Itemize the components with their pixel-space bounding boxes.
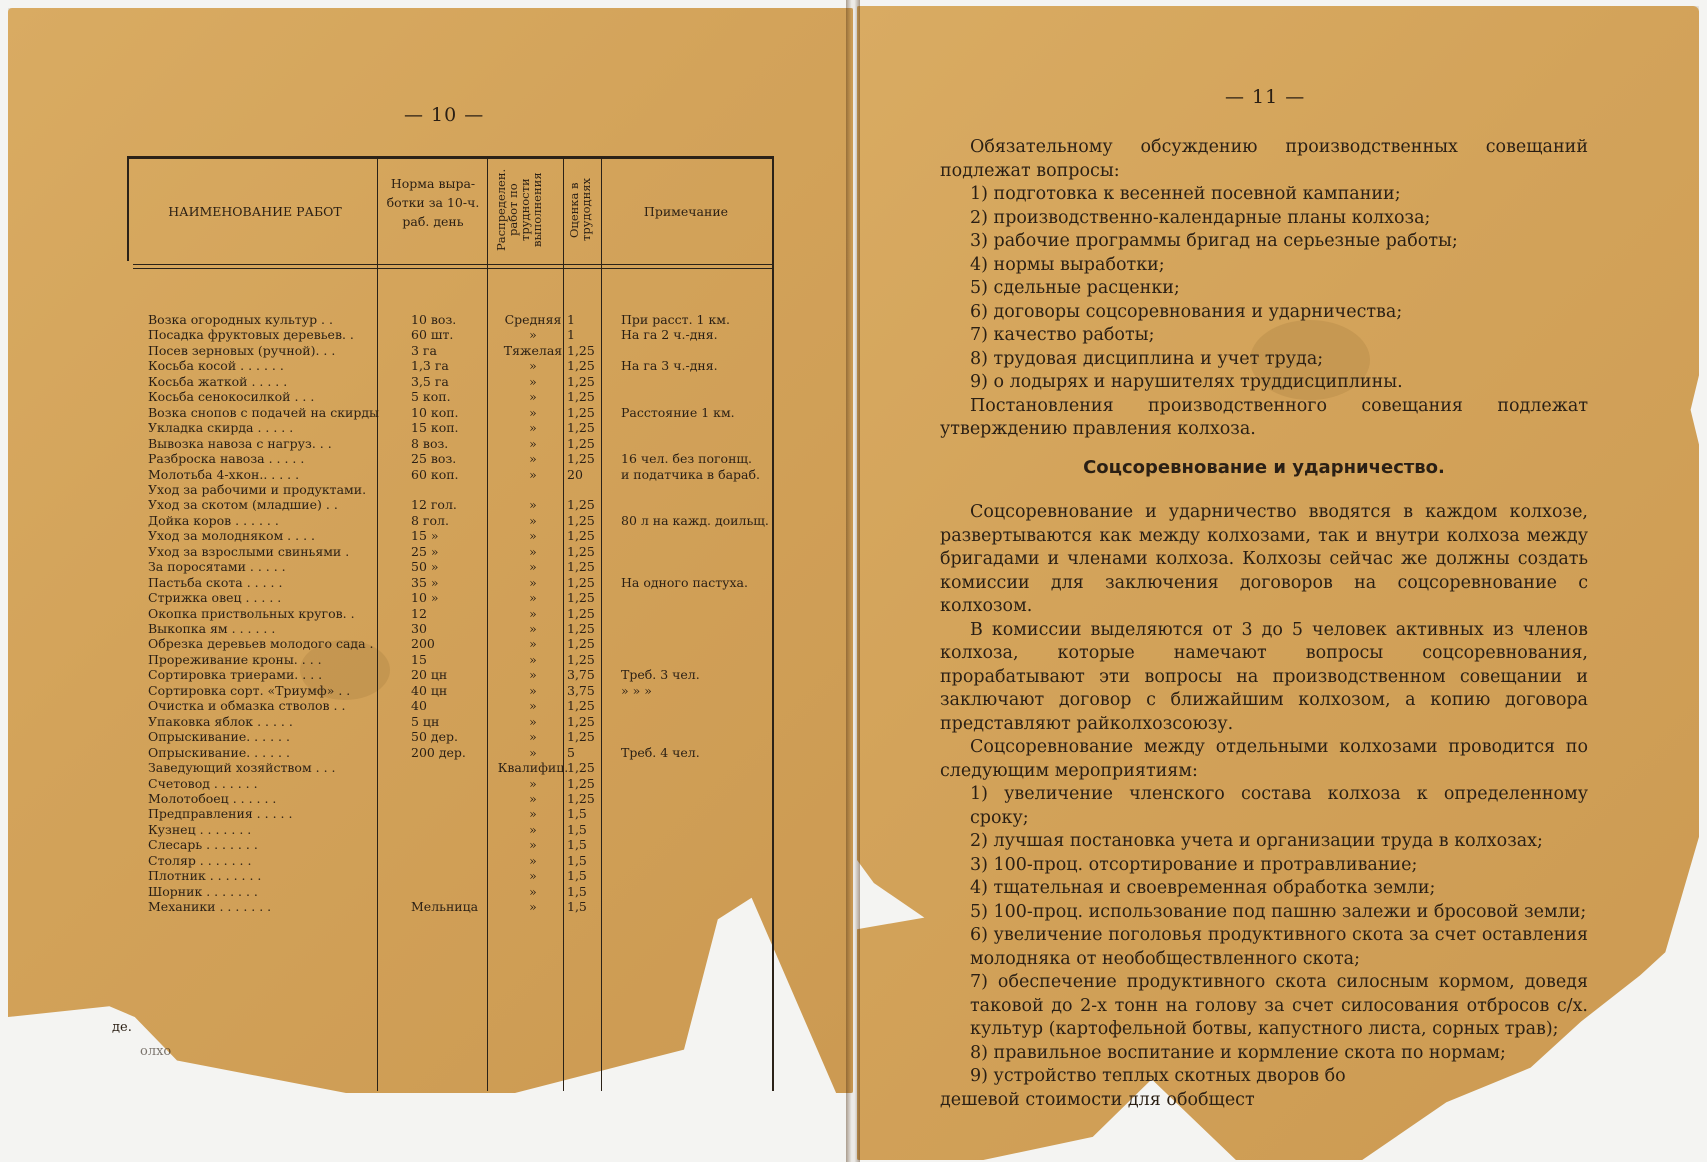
work-name-cell: Посев зерновых (ручной). . . — [148, 342, 336, 358]
note-cell: » » » — [621, 682, 652, 698]
score-cell: 1,25 — [567, 435, 595, 451]
category-cell: » — [529, 852, 537, 868]
norm-cell: 30 — [411, 621, 427, 636]
score-cell: 1,5 — [567, 883, 587, 899]
question-item: 7) качество работы; — [970, 325, 1155, 345]
category-cell: » — [529, 605, 537, 621]
note-cell: На одного пастуха. — [621, 574, 748, 590]
category-cell: » — [529, 559, 537, 575]
work-name-cell: Окопка приствольных кругов. . — [148, 605, 355, 621]
work-name-cell: Возка огородных культур . . — [148, 312, 333, 327]
work-name-cell: Шорник . . . . . . . — [148, 883, 258, 899]
norm-cell: 8 воз. — [411, 435, 449, 451]
header-norm-line: Норма выра- — [390, 176, 476, 191]
header-norm — [381, 174, 485, 231]
score-cell: 1,25 — [567, 574, 595, 590]
category-cell: » — [529, 543, 537, 559]
category-cell: » — [529, 713, 537, 729]
question-item: 5) сдельные расценки; — [970, 278, 1180, 298]
note-cell: Треб. 3 чел. — [621, 667, 700, 683]
resolution-paragraph: Постановления производственного совещания подлежат утверждению правления колхоза. — [940, 395, 1588, 439]
category-cell: » — [529, 636, 537, 652]
norm-cell: 35 » — [411, 574, 439, 590]
measure-item: 2) лучшая постановка учета и организации труда в колхозах; — [970, 831, 1543, 851]
page-number-left: — 10 — — [404, 104, 485, 126]
score-cell: 1,25 — [567, 605, 595, 621]
norm-cell: 10 » — [411, 590, 439, 606]
work-name-cell: Прореживание кроны. . . . — [148, 651, 322, 667]
category-cell: » — [529, 327, 537, 343]
header-norm-line: раб. день — [402, 214, 464, 229]
category-cell: » — [529, 775, 537, 791]
work-name-cell: Укладка скирда . . . . . — [148, 420, 294, 436]
score-cell: 1,25 — [567, 651, 595, 667]
category-cell: » — [529, 729, 537, 745]
norm-cell: 60 шт. — [411, 327, 454, 343]
score-cell: 1,5 — [567, 837, 587, 853]
section-heading: Соцсоревнование и ударничество. — [1083, 456, 1445, 478]
score-cell: 1,25 — [567, 636, 595, 652]
norm-cell: 5 коп. — [411, 389, 451, 405]
norm-cell: 3,5 га — [411, 373, 449, 389]
category-cell: » — [529, 404, 537, 420]
category-cell: » — [529, 389, 537, 405]
question-item: 4) нормы выработки; — [970, 254, 1165, 275]
question-item: 9) о лодырях и нарушителях труддисциплины. — [970, 372, 1403, 392]
category-cell: » — [529, 590, 537, 606]
work-name-cell: Плотник . . . . . . . — [148, 868, 262, 884]
measure-item-continuation: дешевой стоимости для обобщест — [940, 1089, 1255, 1110]
category-cell: » — [529, 358, 537, 374]
norm-cell: 15 — [411, 651, 427, 667]
norm-cell: 200 — [411, 636, 435, 652]
score-cell: 1,25 — [567, 713, 595, 729]
body-paragraph: Соцсоревнование и ударничество вводятся в каждом колхозе, развертываются как между колхозами, так и внутри колхоза между бригадами и членами колхоза. Колхозы сейчас же должны создать комиссии для заключения договоров на соцсоревнование с колхозом. — [940, 502, 1588, 616]
score-cell: 1,25 — [567, 559, 595, 575]
score-cell: 1,25 — [567, 590, 595, 606]
note-cell: Треб. 4 чел. — [621, 744, 700, 760]
work-name-cell: Посадка фруктовых деревьев. . — [148, 327, 354, 343]
score-cell: 1 — [567, 312, 575, 327]
header-norm-line: ботки за 10-ч. — [386, 195, 480, 210]
table-border-left — [127, 156, 129, 261]
question-item: 2) производственно-календарные планы колхоза; — [970, 207, 1431, 228]
column-divider — [601, 159, 602, 1091]
category-cell: » — [529, 435, 537, 451]
category-cell: Средняя — [504, 312, 562, 327]
category-cell: » — [529, 512, 537, 528]
category-cell: » — [529, 837, 537, 853]
norm-cell: 25 воз. — [411, 451, 457, 467]
work-name-cell: Упаковка яблок . . . . . — [148, 713, 293, 729]
body-paragraph: Соцсоревнование между отдельными колхозами проводится по следующим мероприятиям: — [940, 737, 1588, 781]
work-name-cell: Сортировка сорт. «Триумф» . . — [148, 682, 351, 698]
norm-cell: 1,3 га — [411, 358, 449, 374]
norm-cell: 50 » — [411, 559, 439, 575]
norm-cell: 60 коп. — [411, 466, 459, 482]
score-cell: 1,25 — [567, 342, 595, 358]
category-cell: » — [529, 806, 537, 822]
score-cell: 3,75 — [567, 667, 595, 683]
score-cell: 1,25 — [567, 775, 595, 791]
work-name-cell: Механики . . . . . . . — [148, 899, 272, 915]
category-cell: » — [529, 574, 537, 590]
norm-cell: 10 воз. — [411, 312, 457, 327]
norm-cell: 200 дер. — [411, 744, 466, 760]
question-item: 3) рабочие программы бригад на серьезные работы; — [970, 231, 1458, 251]
category-cell: » — [529, 373, 537, 389]
category-cell: » — [529, 698, 537, 714]
category-cell: » — [529, 899, 537, 915]
work-name-cell: Уход за взрослыми свиньями . — [148, 543, 350, 559]
category-cell: » — [529, 451, 537, 467]
norm-cell: 50 дер. — [411, 729, 458, 745]
work-name-cell: Предправления . . . . . — [148, 806, 293, 822]
measure-item: 5) 100-проц. использование под пашню залежи и бросовой земли; — [970, 901, 1587, 922]
body-paragraph: В комиссии выделяются от 3 до 5 человек активных из членов колхоза, которые намечают вопросы соцсоревнования, прорабатывают эти вопросы на производственном совещании и заключают договор с ближайшим колхозом, а копию договора представляют райколхозсоюзу. — [940, 619, 1588, 734]
work-name-cell: Столяр . . . . . . . — [148, 852, 252, 868]
norm-cell: 40 цн — [411, 682, 448, 698]
book-gutter — [846, 0, 860, 1162]
work-name-cell: Выкопка ям . . . . . . — [148, 621, 276, 636]
measure-item: 1) увеличение членского состава колхоза к определенному сроку; — [970, 784, 1588, 828]
intro-paragraph: Обязательному обсуждению производственных совещаний подлежат вопросы: — [940, 137, 1588, 181]
measure-item: 3) 100-проц. отсортирование и протравливание; — [970, 854, 1418, 875]
work-name-cell: Сортировка триерами. . . . — [148, 667, 323, 683]
note-cell: 80 л на кажд. доильщ. — [621, 512, 769, 528]
margin-fragment: де. — [112, 1020, 132, 1035]
work-name-cell: Очистка и обмазка стволов . . — [148, 698, 346, 714]
header-note: Примечание — [643, 204, 729, 219]
score-cell: 1,25 — [567, 528, 595, 544]
score-cell: 5 — [567, 744, 575, 760]
note-cell: На га 2 ч.-дня. — [621, 327, 718, 343]
norm-cell: 8 гол. — [411, 512, 449, 528]
table-border-right — [772, 156, 774, 1091]
column-divider — [377, 159, 378, 1091]
score-cell: 1,25 — [567, 497, 595, 513]
category-cell: » — [529, 651, 537, 667]
header-work-name: НАИМЕНОВАНИЕ РАБОТ — [168, 204, 342, 219]
work-name-cell: Пастьба скота . . . . . — [148, 574, 283, 590]
work-name-cell: Стрижка овец . . . . . — [148, 590, 282, 606]
measure-item: 9) устройство теплых скотных дворов бо — [970, 1066, 1346, 1086]
note-cell: 16 чел. без погонщ. — [621, 451, 752, 467]
work-name-cell: Молотобоец . . . . . . — [148, 790, 277, 806]
score-cell: 1,25 — [567, 451, 595, 467]
norm-cell: 12 гол. — [411, 497, 457, 513]
header-score: Оценка в трудоднях — [567, 178, 593, 242]
score-cell: 1,25 — [567, 420, 595, 436]
question-item: 1) подготовка к весенней посевной кампании; — [970, 184, 1401, 204]
category-cell: » — [529, 744, 537, 760]
score-cell: 1,25 — [567, 358, 595, 374]
score-cell: 1 — [567, 327, 575, 343]
work-name-cell: Слесарь . . . . . . . — [148, 837, 258, 853]
table-header-rule — [133, 264, 773, 269]
norm-cell: 12 — [411, 605, 427, 621]
category-cell: » — [529, 420, 537, 436]
work-name-cell: Счетовод . . . . . . — [148, 775, 258, 791]
category-cell: » — [529, 868, 537, 884]
work-name-cell: За поросятами . . . . . — [148, 559, 286, 575]
work-name-cell: Возка снопов с подачей на скирды — [148, 404, 379, 420]
norm-cell: 3 га — [411, 342, 437, 358]
score-cell: 1,25 — [567, 389, 595, 405]
work-name-cell: Косьба жаткой . . . . . — [148, 373, 288, 389]
score-cell: 1,25 — [567, 760, 595, 776]
score-cell: 1,5 — [567, 868, 587, 884]
score-cell: 3,75 — [567, 682, 595, 698]
category-cell: » — [529, 790, 537, 806]
note-cell: На га 3 ч.-дня. — [621, 358, 718, 374]
score-cell: 1,25 — [567, 790, 595, 806]
category-cell: » — [529, 667, 537, 683]
score-cell: 1,5 — [567, 806, 587, 822]
category-cell: Квалифиц. — [497, 760, 569, 776]
work-name-cell: Заведующий хозяйством . . . — [148, 760, 336, 776]
measure-item: 6) увеличение поголовья продуктивного скота за счет оставления молодняка от необобществленного скота; — [970, 925, 1588, 969]
column-divider — [487, 159, 488, 1091]
margin-fragment: олхо — [140, 1044, 172, 1059]
category-cell: » — [529, 682, 537, 698]
work-name-cell: Опрыскивание. . . . . . — [148, 744, 290, 760]
score-cell: 1,25 — [567, 621, 595, 636]
work-name-cell: Кузнец . . . . . . . — [148, 821, 252, 837]
table-border-top — [127, 156, 773, 159]
norm-cell: 25 » — [411, 543, 439, 559]
work-name-cell: Косьба сенокосилкой . . . — [148, 389, 315, 405]
category-cell: » — [529, 883, 537, 899]
score-cell: 1,25 — [567, 543, 595, 559]
score-cell: 1,25 — [567, 373, 595, 389]
score-cell: 20 — [567, 466, 583, 482]
work-name-cell: Дойка коров . . . . . . — [148, 512, 279, 528]
norm-cell: 15 коп. — [411, 420, 459, 436]
norm-cell: Мельница — [411, 899, 479, 915]
category-cell: Тяжелая — [503, 342, 563, 358]
work-name-cell: Обрезка деревьев молодого сада . — [148, 636, 374, 652]
work-name-cell: Молотьба 4-хкон.. . . . . — [148, 466, 300, 482]
category-cell: » — [529, 466, 537, 482]
category-cell: » — [529, 528, 537, 544]
question-item: 8) трудовая дисциплина и учет труда; — [970, 348, 1324, 369]
header-category: Распределен. работ по трудности выполнения — [494, 168, 544, 252]
norm-cell: 40 — [411, 698, 427, 714]
norm-cell: 5 цн — [411, 713, 440, 729]
page-number-right: — 11 — — [1225, 86, 1306, 108]
score-cell: 1,5 — [567, 852, 587, 868]
note-cell: Расстояние 1 км. — [621, 404, 735, 420]
category-cell: » — [529, 821, 537, 837]
work-name-cell: Уход за рабочими и продуктами. — [148, 481, 367, 497]
work-name-cell: Косьба косой . . . . . . — [148, 358, 284, 374]
score-cell: 1,25 — [567, 404, 595, 420]
norm-cell: 10 коп. — [411, 404, 459, 420]
category-cell: » — [529, 621, 537, 636]
work-name-cell: Уход за скотом (младшие) . . — [148, 497, 338, 513]
norm-cell: 20 цн — [411, 667, 448, 683]
category-cell: » — [529, 497, 537, 513]
score-cell: 1,25 — [567, 729, 595, 745]
score-cell: 1,25 — [567, 512, 595, 528]
question-item: 6) договоры соцсоревнования и ударничества; — [970, 301, 1403, 322]
score-cell: 1,5 — [567, 821, 587, 837]
right-page-text — [940, 136, 1588, 1112]
work-name-cell: Вывозка навоза с нагруз. . . — [148, 435, 332, 451]
work-name-cell: Уход за молодняком . . . . — [148, 528, 315, 544]
norm-cell: 15 » — [411, 528, 439, 544]
measure-item: 4) тщательная и своевременная обработка земли; — [970, 878, 1436, 898]
work-name-cell: Опрыскивание. . . . . . — [148, 729, 290, 745]
score-cell: 1,5 — [567, 899, 587, 915]
note-cell: При расст. 1 км. — [621, 312, 730, 327]
score-cell: 1,25 — [567, 698, 595, 714]
note-cell: и податчика в бараб. — [621, 466, 761, 482]
measure-item: 7) обеспечение продуктивного скота силосным кормом, доведя таковой до 2-х тонн на голову за счет силосования отбросов с/х. культур (картофельной ботвы, капустного листа, сорных трав); — [970, 972, 1588, 1039]
measure-item: 8) правильное воспитание и кормление скота по нормам; — [970, 1042, 1506, 1063]
work-name-cell: Разброска навоза . . . . . — [148, 451, 305, 467]
